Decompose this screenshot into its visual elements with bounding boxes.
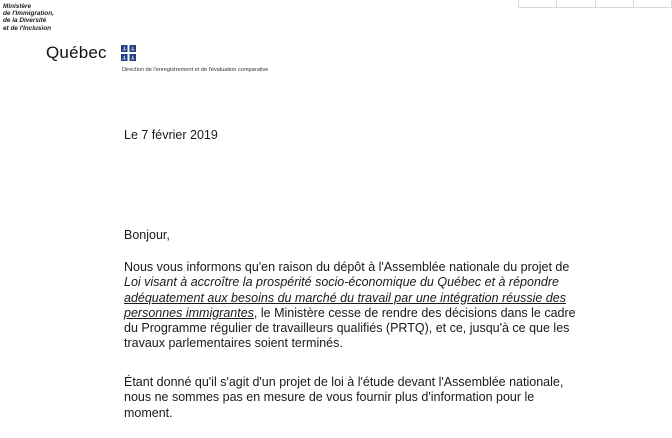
ministry-name (3, 3, 54, 32)
text-line: Nous vous informons qu'en raison du dépôt à l'Assemblée nationale du projet de (124, 260, 570, 274)
quebec-fleurdelise-flag-icon (121, 45, 136, 61)
law-title-line: Loi visant à accroître la prospérité socio-économique du Québec et à répondre (124, 275, 559, 290)
ministry-line: Ministère (3, 3, 32, 10)
quebec-logo-text: Québec (46, 43, 107, 62)
paragraph-2 (124, 375, 644, 421)
text-line: du Programme régulier de travailleurs qualifiés (PRTQ), et ce, jusqu'à ce que les (124, 321, 570, 336)
text-line: travaux parlementaires soient terminés. (124, 336, 343, 351)
table-cell (596, 0, 634, 7)
text-line: Étant donné qu'il s'agit d'un projet de loi à l'étude devant l'Assemblée nationale, (124, 375, 564, 389)
law-title-fragment: personnes immigrantes (124, 305, 254, 320)
table-cell (519, 0, 557, 7)
text-line: moment. (124, 405, 173, 420)
text-line: nous ne sommes pas en mesure de vous fournir plus d'information pour le (124, 390, 535, 405)
ministry-line: de l'Immigration, (3, 10, 54, 18)
letter-date: Le 7 février 2019 (124, 128, 218, 142)
table-corner-lines (518, 0, 672, 8)
greeting: Bonjour, (124, 228, 170, 242)
table-cell (634, 0, 672, 7)
paragraph-1 (124, 260, 644, 352)
text-fragment: , le Ministère cesse de rendre des décisions dans le cadre (253, 305, 576, 320)
ministry-line: et de l'Inclusion (3, 24, 52, 32)
law-title-line: adéquatement aux besoins du marché du travail par une intégration réussie des (124, 290, 566, 305)
direction-name: Direction de l'enregistrement et de l'évaluation comparative (122, 67, 269, 73)
table-cell (557, 0, 595, 7)
text-line (124, 306, 644, 321)
ministry-line: de la Diversité (3, 17, 47, 25)
